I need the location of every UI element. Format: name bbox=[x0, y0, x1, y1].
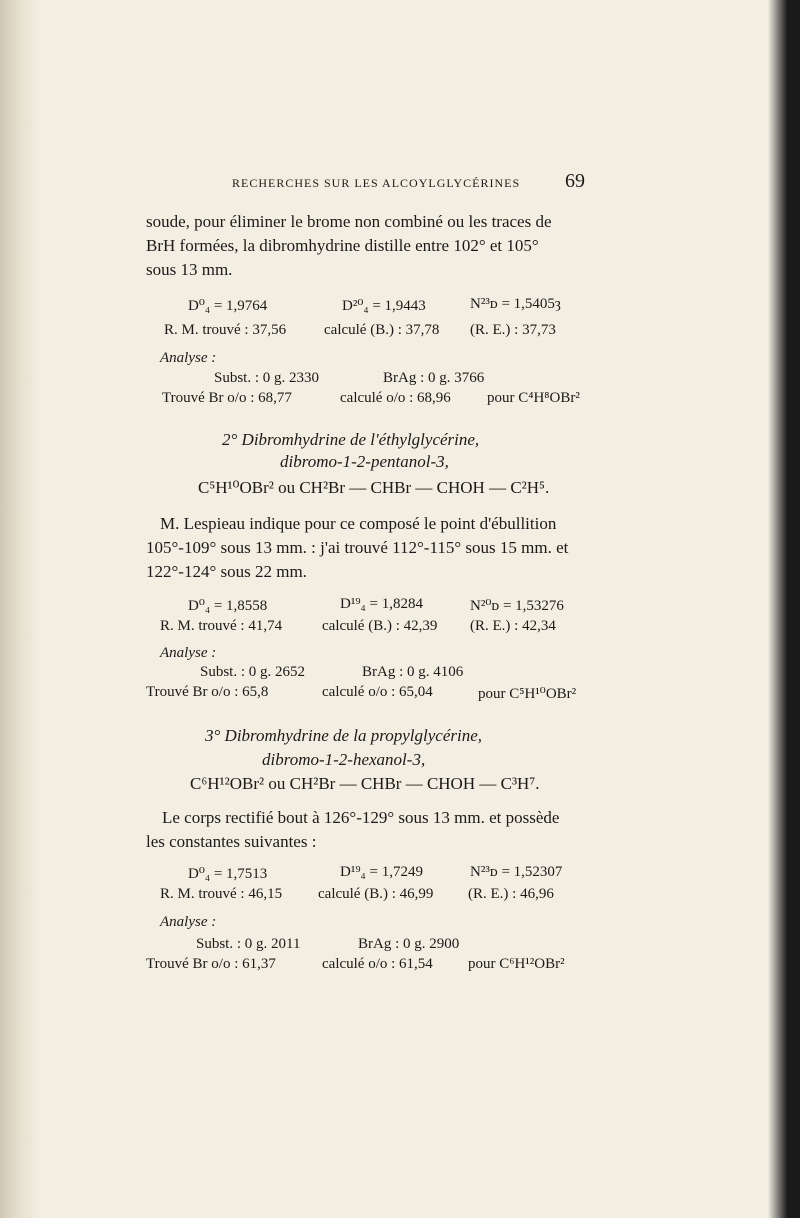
analysis-brag: BrAg : 0 g. 2900 bbox=[358, 936, 460, 952]
paragraph-line: Le corps rectifié bout à 126°-129° sous 13 mm. et possède bbox=[162, 808, 560, 827]
page-number: 69 bbox=[565, 170, 585, 192]
density-20: D²⁰₄ = 1,9443 bbox=[342, 298, 426, 314]
analysis-calculated: calculé o/o : 68,96 bbox=[340, 390, 451, 406]
density-0: D⁰₄ = 1,8558 bbox=[188, 598, 268, 614]
paragraph-line: soude, pour éliminer le brome non combiné ou les traces de bbox=[146, 212, 552, 231]
analysis-formula: pour C⁵H¹⁰OBr² bbox=[478, 686, 577, 702]
section-title: 2° Dibromhydrine de l'éthylglycérine, bbox=[222, 430, 480, 449]
density-19: D¹⁹₄ = 1,8284 bbox=[340, 596, 423, 612]
paragraph-line: BrH formées, la dibromhydrine distille entre 102° et 105° bbox=[146, 236, 539, 255]
rm-found: R. M. trouvé : 46,15 bbox=[160, 886, 283, 902]
analysis-subst: Subst. : 0 g. 2652 bbox=[200, 664, 306, 680]
section-subtitle: dibromo-1-2-pentanol-3, bbox=[280, 452, 449, 471]
rm-re: (R. E.) : 46,96 bbox=[468, 886, 554, 902]
running-title: RECHERCHES SUR LES ALCOYLGLYCÉRINES bbox=[232, 176, 521, 190]
density-19: D¹⁹₄ = 1,7249 bbox=[340, 864, 423, 880]
analysis-brag: BrAg : 0 g. 4106 bbox=[362, 664, 464, 680]
analysis-calculated: calculé o/o : 61,54 bbox=[322, 956, 433, 972]
paragraph-line: sous 13 mm. bbox=[146, 260, 233, 279]
paragraph-line: 122°-124° sous 22 mm. bbox=[146, 562, 307, 581]
page-edge bbox=[768, 0, 800, 1218]
page-spine-shadow bbox=[0, 0, 40, 1218]
paragraph-line: 105°-109° sous 13 mm. : j'ai trouvé 112°-115° sous 15 mm. et bbox=[146, 538, 569, 557]
analysis-calculated: calculé o/o : 65,04 bbox=[322, 684, 433, 700]
section-subtitle: dibromo-1-2-hexanol-3, bbox=[262, 750, 426, 769]
density-0: D⁰₄ = 1,9764 bbox=[188, 298, 268, 314]
chemical-formula: C⁶H¹²OBr² ou CH²Br — CHBr — CHOH — C³H⁷. bbox=[190, 774, 540, 793]
analysis-found: Trouvé Br o/o : 65,8 bbox=[146, 684, 269, 700]
analysis-brag: BrAg : 0 g. 3766 bbox=[383, 370, 485, 386]
density-0: D⁰₄ = 1,7513 bbox=[188, 866, 268, 882]
rm-re: (R. E.) : 42,34 bbox=[470, 618, 556, 634]
analysis-found: Trouvé Br o/o : 68,77 bbox=[162, 390, 292, 406]
analysis-formula: pour C⁶H¹²OBr² bbox=[468, 956, 565, 972]
rm-found: R. M. trouvé : 37,56 bbox=[164, 322, 287, 338]
rm-calculated: calculé (B.) : 37,78 bbox=[324, 322, 440, 338]
rm-calculated: calculé (B.) : 46,99 bbox=[318, 886, 434, 902]
paragraph-line: M. Lespieau indique pour ce composé le point d'ébullition bbox=[160, 514, 557, 533]
refractive-index: N²³ᴅ = 1,52307 bbox=[470, 864, 563, 880]
rm-calculated: calculé (B.) : 42,39 bbox=[322, 618, 438, 634]
analysis-found: Trouvé Br o/o : 61,37 bbox=[146, 956, 276, 972]
analysis-subst: Subst. : 0 g. 2330 bbox=[214, 370, 320, 386]
analysis-subst: Subst. : 0 g. 2011 bbox=[196, 936, 301, 952]
analyse-label: Analyse : bbox=[160, 914, 217, 930]
chemical-formula: C⁵H¹⁰OBr² ou CH²Br — CHBr — CHOH — C²H⁵. bbox=[198, 478, 550, 497]
rm-re: (R. E.) : 37,73 bbox=[470, 322, 556, 338]
analyse-label: Analyse : bbox=[160, 350, 217, 366]
refractive-index: N²⁰ᴅ = 1,53276 bbox=[470, 598, 564, 614]
refractive-index: N²³ᴅ = 1,5405ȝ bbox=[470, 296, 561, 312]
analysis-formula: pour C⁴H⁸OBr² bbox=[487, 390, 580, 406]
section-title: 3° Dibromhydrine de la propylglycérine, bbox=[205, 726, 483, 745]
paragraph-line: les constantes suivantes : bbox=[146, 832, 317, 851]
analyse-label: Analyse : bbox=[160, 645, 217, 661]
rm-found: R. M. trouvé : 41,74 bbox=[160, 618, 283, 634]
